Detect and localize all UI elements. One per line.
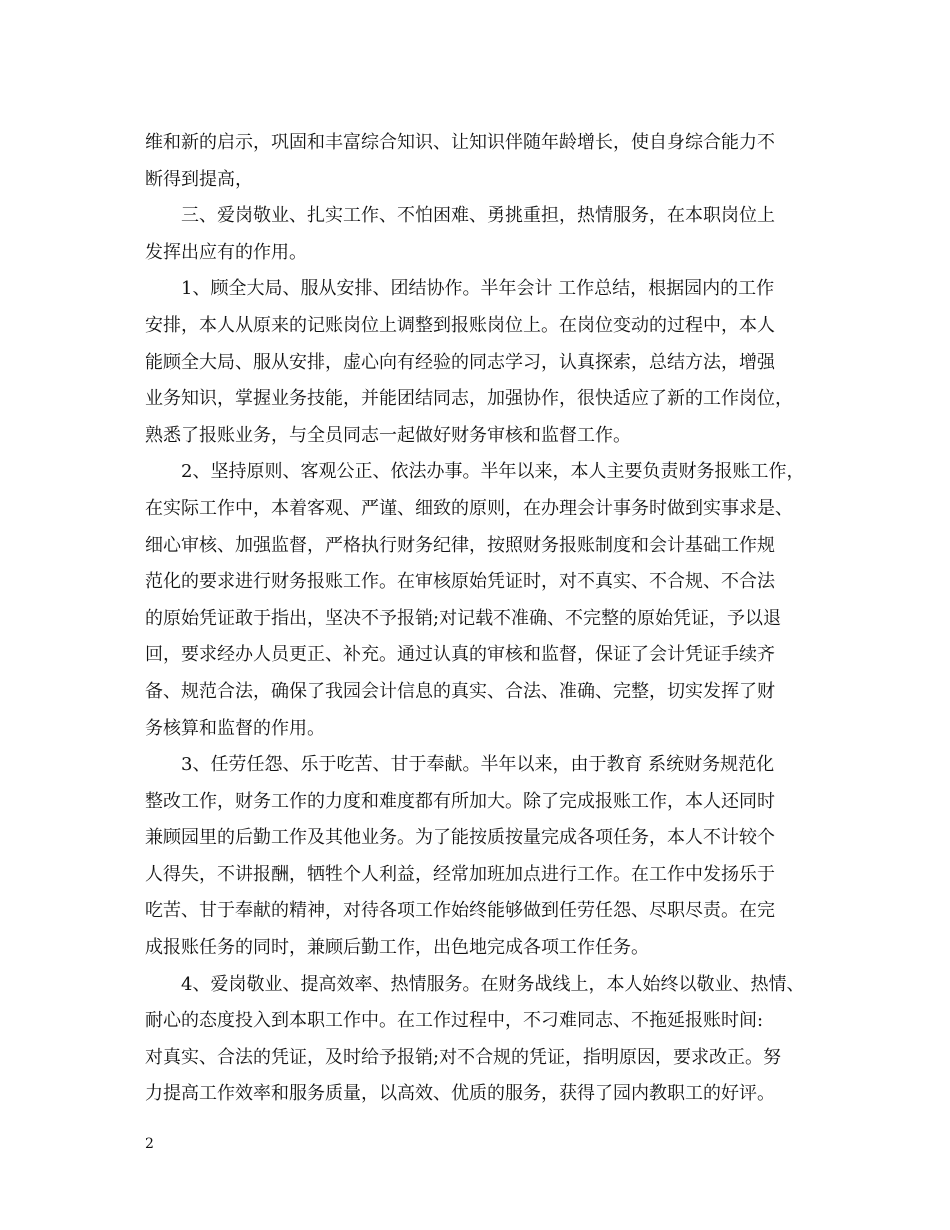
text-line: 成报账任务的同时，兼顾后勤工作，出色地完成各项工作任务。 (145, 937, 649, 959)
text-line: 细心审核、加强监督，严格执行财务纪律，按照财务报账制度和会计基础工作规 (145, 534, 775, 556)
text-line: 三、爱岗敬业、扎实工作、不怕困难、勇挑重担，热情服务，在本职岗位上 (181, 205, 775, 227)
text-line: 兼顾园里的后勤工作及其他业务。为了能按质按量完成各项任务，本人不计较个 (145, 827, 775, 849)
text-line: 人得失，不讲报酬，牺牲个人利益，经常加班加点进行工作。在工作中发扬乐于 (145, 863, 775, 885)
text-line: 4、爱岗敬业、提高效率、热情服务。在财务战线上，本人始终以敬业、热情、 (181, 973, 805, 995)
text-line: 耐心的态度投入到本职工作中。在工作过程中，不刁难同志、不拖延报账时间: (145, 1010, 764, 1032)
page-number: 2 (145, 1136, 154, 1152)
text-line: 备、规范合法，确保了我园会计信息的真实、合法、准确、完整，切实发挥了财 (145, 680, 775, 702)
text-line: 力提高工作效率和服务质量，以高效、优质的服务，获得了园内教职工的好评。 (145, 1083, 775, 1105)
text-line: 发挥出应有的作用。 (145, 241, 307, 263)
text-line: 维和新的启示，巩固和丰富综合知识、让知识伴随年龄增长，使自身综合能力不 (145, 132, 775, 153)
text-line: 2、坚持原则、客观公正、依法办事。半年以来，本人主要负责财务报账工作， (181, 461, 805, 483)
text-line: 断得到提高， (145, 168, 253, 190)
text-line: 吃苦、甘于奉献的精神，对待各项工作始终能够做到任劳任怨、尽职尽责。在完 (145, 900, 775, 922)
text-line: 整改工作，财务工作的力度和难度都有所加大。除了完成报账工作，本人还同时 (145, 790, 775, 812)
text-line: 熟悉了报账业务，与全员同志一起做好财务审核和监督工作。 (145, 424, 631, 446)
text-line: 范化的要求进行财务报账工作。在审核原始凭证时，对不真实、不合规、不合法 (145, 571, 775, 593)
text-line: 安排，本人从原来的记账岗位上调整到报账岗位上。在岗位变动的过程中，本人 (145, 314, 775, 336)
text-line: 务核算和监督的作用。 (145, 717, 325, 739)
text-line: 1、顾全大局、服从安排、团结协作。半年会计 工作总结，根据园内的工作 (181, 278, 775, 300)
text-line: 对真实、合法的凭证，及时给予报销;对不合规的凭证，指明原因，要求改正。努 (145, 1046, 782, 1068)
text-line: 能顾全大局、服从安排，虚心向有经验的同志学习，认真探索，总结方法，增强 (145, 351, 775, 373)
text-line: 回，要求经办人员更正、补充。通过认真的审核和监督，保证了会计凭证手续齐 (145, 644, 775, 666)
text-line: 的原始凭证敢于指出，坚决不予报销;对记载不准确、不完整的原始凭证，予以退 (145, 607, 782, 629)
text-line: 3、任劳任怨、乐于吃苦、甘于奉献。半年以来，由于教育 系统财务规范化 (181, 754, 775, 776)
text-line: 在实际工作中，本着客观、严谨、细致的原则，在办理会计事务时做到实事求是、 (145, 497, 793, 519)
document-body (145, 125, 810, 1113)
text-line: 业务知识，掌握业务技能，并能团结同志，加强协作，很快适应了新的工作岗位， (145, 388, 793, 410)
